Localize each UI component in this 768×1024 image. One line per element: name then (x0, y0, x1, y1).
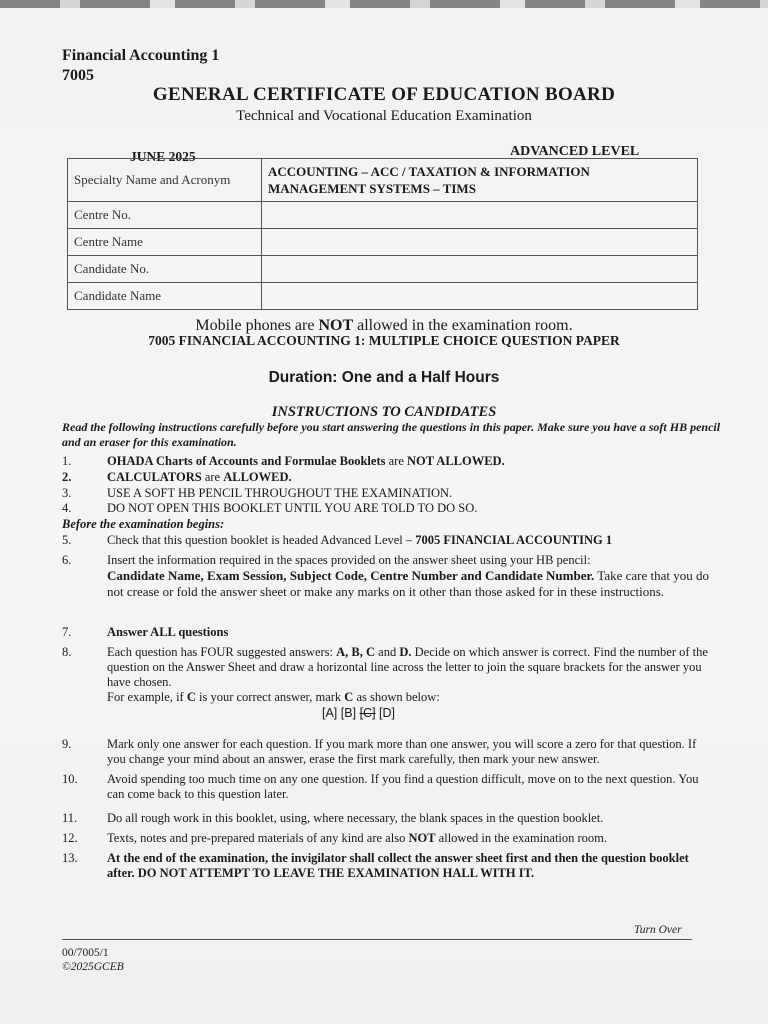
scan-edge (0, 0, 768, 8)
turn-over-note: Turn Over (634, 924, 682, 936)
specialty-line-2: MANAGEMENT SYSTEMS – TIMS (268, 181, 476, 196)
option-a: [A] (322, 706, 338, 720)
specialty-label: Specialty Name and Acronym (68, 159, 262, 202)
instructions-title: INSTRUCTIONS TO CANDIDATES (271, 404, 497, 420)
before-exam-heading: Before the examination begins: (62, 517, 225, 531)
read-instructions-note: Read the following instructions carefully before you start answering the questions in this paper. Make sure you have a soft HB pencil and an eraser for this examination. (62, 420, 721, 449)
centre-name-field[interactable] (262, 229, 698, 256)
table-row (68, 256, 698, 283)
table-row (68, 159, 698, 202)
exam-title: Technical and Vocational Education Examination (236, 108, 532, 124)
candidate-name-field[interactable] (262, 283, 698, 310)
exam-session: JUNE 2025 (130, 149, 196, 164)
option-d: [D] (379, 706, 396, 720)
board-title: GENERAL CERTIFICATE OF EDUCATION BOARD (152, 84, 616, 105)
paper-title: 7005 FINANCIAL ACCOUNTING 1: MULTIPLE CHOICE QUESTION PAPER (148, 333, 620, 348)
mobile-phones-notice: Mobile phones are NOT allowed in the examination room. (195, 317, 573, 334)
table-row (68, 283, 698, 310)
candidate-no-label: Candidate No. (68, 256, 262, 283)
footer-codes (62, 946, 124, 974)
centre-no-field[interactable] (262, 202, 698, 229)
paper-code: 00/7005/1 (62, 947, 109, 959)
footer-rule (62, 939, 692, 940)
option-c-marked: [C] (359, 706, 376, 720)
table-row (68, 202, 698, 229)
centre-no-label: Centre No. (68, 202, 262, 229)
candidate-info-table (67, 158, 698, 310)
duration: Duration: One and a Half Hours (268, 369, 500, 386)
specialty-line-1: ACCOUNTING – ACC / TAXATION & INFORMATION (268, 164, 590, 179)
answer-example (322, 706, 395, 720)
specialty-value (262, 159, 698, 202)
centre-name-label: Centre Name (68, 229, 262, 256)
subject-heading (62, 46, 219, 86)
candidate-name-label: Candidate Name (68, 283, 262, 310)
exam-paper-page: Financial Accounting 1 7005 GENERAL CERTIFICATE OF EDUCATION BOARD Technical and Vocational Education Examination JUNE 2025 ADVANCED LEVEL Specialty Name and Acronym ACCOUNTING – ACC / TAXATION & INFORMATION MANAGEMENT SYSTEMS – TIMS Centre No. Centre Name Candidate No. Candidate Name Mobile phones are NOT allowed in the examination room. 7005 FINANCIAL ACCOUNTING 1: MULTIPLE CHOICE QUESTION PAPER Duration: One and a Half Hours INSTRUCTIONS TO CANDIDATES Read the following instructions carefully before you start answering the questions in this paper. Make sure you have a soft HB pencil and an eraser for this examination. 1. OHADA Charts of Accounts and Formulae Booklets are NOT ALLOWED. 2. CALCULATORS are ALLOWED. 3. USE A SOFT HB PENCIL THROUGHOUT THE EXAMINATION. 4. DO NOT OPEN THIS BOOKLET UNTIL YOU ARE TOLD TO DO SO. Before the examination begins: 5. Check that this question booklet is headed Advanced Level – 7005 FINANCIAL ACCOUNTING 1 6. Insert the information required in the spaces provided on the answer sheet using your HB pencil: Candidate Name, Exam Session, Subject Code, Centre Number and Candidate Number. Take care that you do not crease or fold the answer sheet or make any marks on it other than those asked for in these instructions. 7. Answer ALL questions 8. Each question has FOUR suggested answers: A, B, C and D. Decide on which answer is correct. Find the number of the question on the Answer Sheet and draw a horizontal line across the letter to join the square brackets for the answer you have chosen. For example, if C is your correct answer, mark C as shown below: [A] [B] [C] [D] 9. Mark only one answer for each question. If you mark more than one answer, you will score a zero for that question. If you change your mind about an answer, erase the first mark carefully, then mark your new answer. 10. Avoid spending too much time on any one question. If you find a question difficult, move on to the next question. You can come back to this question later. 11. Do all rough work in this booklet, using, where necessary, the blank spaces in the question booklet. 12. Texts, notes and pre-prepared materials of any kind are also NOT allowed in the examination room. 13. At the end of the examination, the invigilator shall collect the answer sheet first and then the question booklet after. DO NOT ATTEMPT TO LEAVE THE EXAMINATION HALL WITH IT. Turn Over 00/7005/1 ©2025GCEB (0, 0, 768, 1024)
subject-code: 7005 (62, 67, 94, 84)
exam-level: ADVANCED LEVEL (510, 144, 640, 159)
table-row (68, 229, 698, 256)
subject-name: Financial Accounting 1 (62, 47, 220, 64)
candidate-no-field[interactable] (262, 256, 698, 283)
option-b: [B] (340, 706, 357, 720)
copyright: ©2025GCEB (62, 961, 124, 973)
